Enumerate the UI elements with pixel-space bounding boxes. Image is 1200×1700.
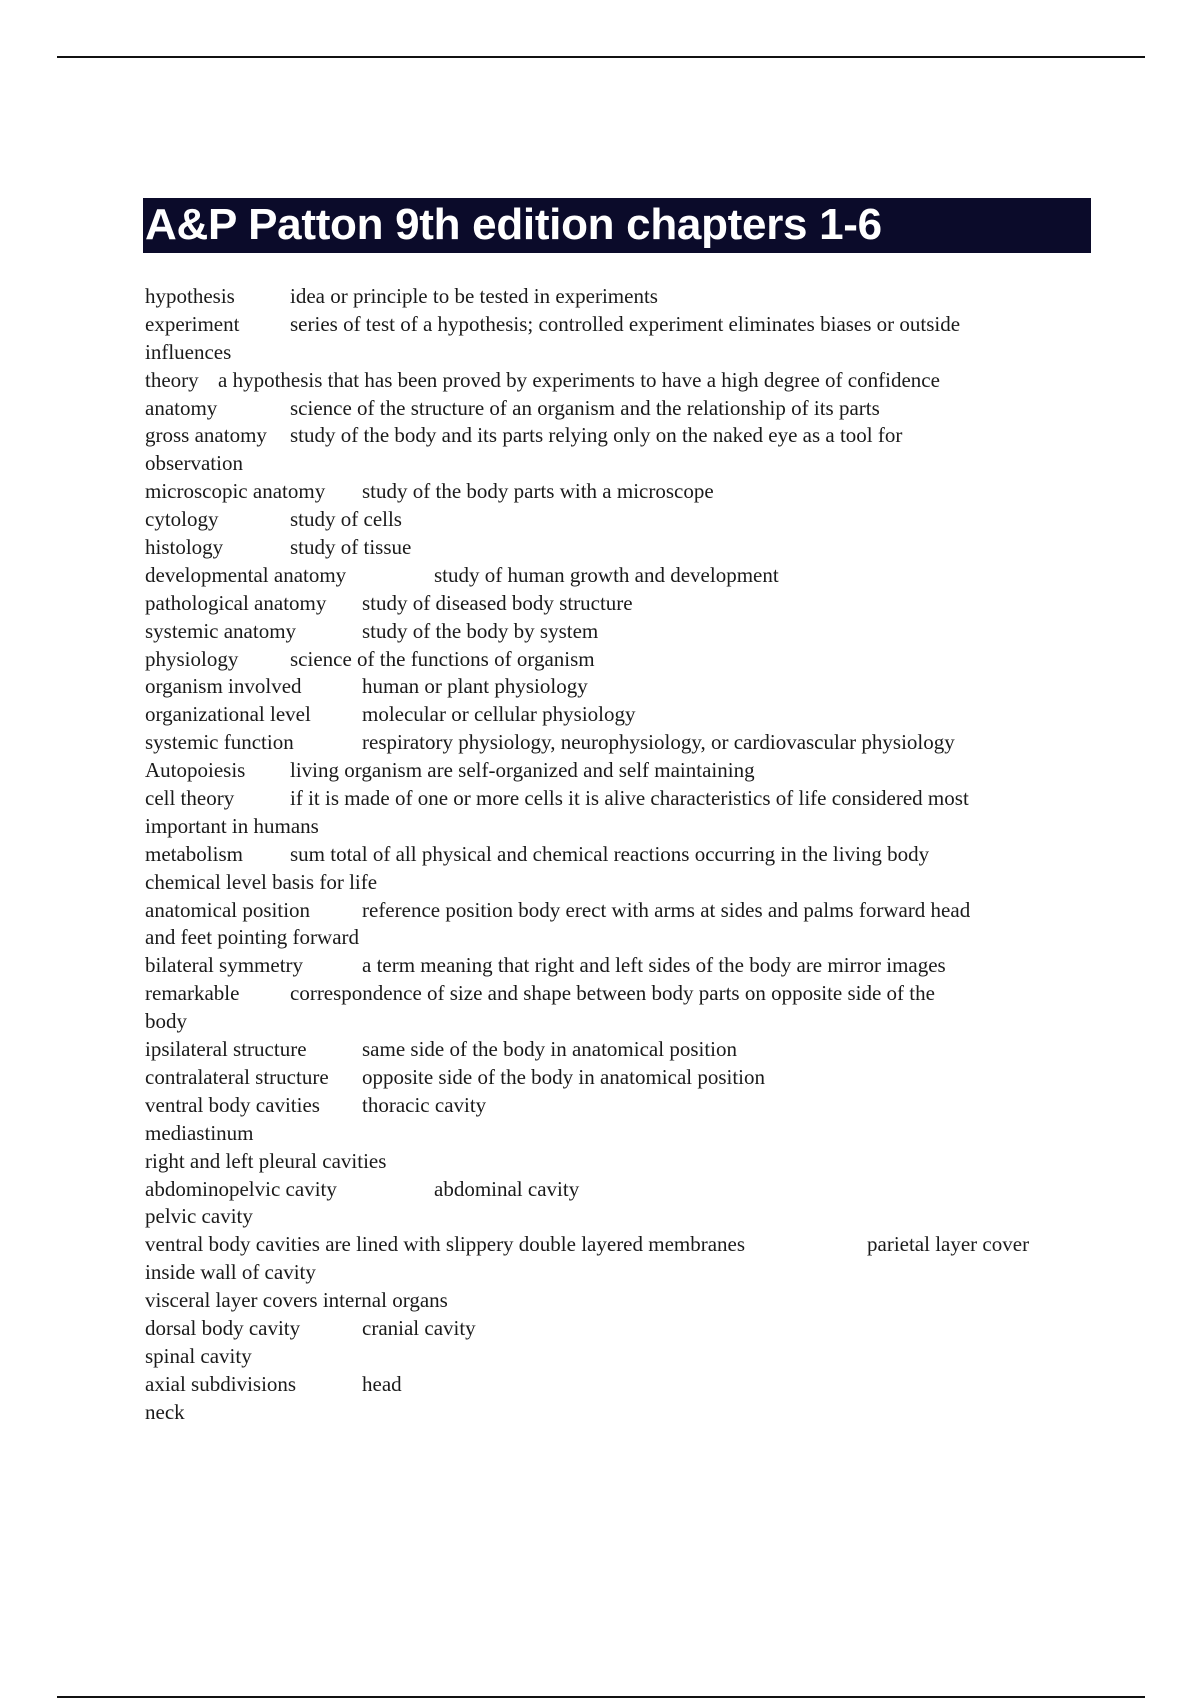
- glossary-line: [145, 897, 1105, 925]
- glossary-line: [145, 673, 1105, 701]
- glossary-body: [145, 283, 1105, 1427]
- glossary-line: [145, 980, 1105, 1008]
- glossary-line: [145, 841, 1105, 869]
- title-banner: [143, 198, 1091, 253]
- glossary-term: mediastinum: [145, 1120, 254, 1145]
- glossary-term: axial subdivisions: [145, 1371, 297, 1396]
- glossary-line: [145, 562, 1105, 590]
- glossary-term: organism involved: [145, 674, 302, 699]
- glossary-term: anatomy: [145, 395, 218, 420]
- glossary-definition: molecular or cellular physiology: [362, 702, 636, 727]
- glossary-term: body: [145, 1009, 187, 1034]
- glossary-term: systemic anatomy: [145, 618, 297, 643]
- glossary-term: gross anatomy: [145, 423, 267, 448]
- glossary-term: and feet pointing forward: [145, 925, 360, 950]
- glossary-definition: correspondence of size and shape between body parts on opposite side of the: [290, 981, 935, 1006]
- glossary-term: microscopic anatomy: [145, 479, 326, 504]
- glossary-definition: study of the body by system: [362, 618, 599, 643]
- glossary-line: [145, 1176, 1105, 1204]
- glossary-definition: if it is made of one or more cells it is alive characteristics of life considered most: [290, 786, 969, 811]
- glossary-definition: sum total of all physical and chemical reactions occurring in the living body: [290, 841, 930, 866]
- glossary-term: observation: [145, 451, 243, 476]
- glossary-line: [145, 311, 1105, 339]
- glossary-definition: study of the body parts with a microscope: [362, 479, 714, 504]
- glossary-definition: study of cells: [290, 507, 402, 532]
- glossary-line: [145, 813, 1105, 841]
- glossary-definition: abdominal cavity: [434, 1176, 580, 1201]
- glossary-term: important in humans: [145, 813, 319, 838]
- glossary-line: [145, 952, 1105, 980]
- glossary-definition: head: [362, 1371, 402, 1396]
- glossary-line: [145, 367, 1105, 395]
- glossary-term: Autopoiesis: [145, 758, 246, 783]
- glossary-line: [145, 1231, 1105, 1259]
- glossary-term: experiment: [145, 311, 240, 336]
- glossary-line: [145, 590, 1105, 618]
- glossary-term: pathological anatomy: [145, 590, 327, 615]
- glossary-term: metabolism: [145, 841, 243, 866]
- glossary-line: [145, 1315, 1105, 1343]
- glossary-line: [145, 339, 1105, 367]
- glossary-line: [145, 1203, 1105, 1231]
- glossary-line: [145, 395, 1105, 423]
- glossary-definition: respiratory physiology, neurophysiology, or cardiovascular physiology: [362, 730, 955, 755]
- glossary-term: theory: [145, 367, 199, 392]
- glossary-term: histology: [145, 535, 224, 560]
- glossary-term: developmental anatomy: [145, 562, 347, 587]
- glossary-term: contralateral structure: [145, 1064, 329, 1089]
- glossary-line: [145, 1092, 1105, 1120]
- glossary-term: chemical level basis for life: [145, 869, 378, 894]
- glossary-term: spinal cavity: [145, 1343, 252, 1368]
- glossary-term: abdominopelvic cavity: [145, 1176, 337, 1201]
- glossary-term: hypothesis: [145, 284, 235, 308]
- top-rule: [57, 56, 1145, 58]
- glossary-line: [145, 785, 1105, 813]
- glossary-definition: series of test of a hypothesis; controlled experiment eliminates biases or outside: [290, 311, 961, 336]
- glossary-line: [145, 478, 1105, 506]
- glossary-term: remarkable: [145, 981, 240, 1006]
- glossary-definition: parietal layer cover: [867, 1232, 1030, 1257]
- glossary-term: cytology: [145, 507, 219, 532]
- glossary-term: dorsal body cavity: [145, 1315, 301, 1340]
- glossary-term: influences: [145, 339, 232, 364]
- glossary-line: [145, 534, 1105, 562]
- glossary-definition: idea or principle to be tested in experiments: [290, 284, 658, 308]
- glossary-term: right and left pleural cavities: [145, 1148, 387, 1173]
- glossary-definition: reference position body erect with arms at sides and palms forward head: [362, 897, 971, 922]
- glossary-definition: cranial cavity: [362, 1315, 476, 1340]
- glossary-line: [145, 1399, 1105, 1427]
- glossary-line: [145, 1008, 1105, 1036]
- glossary-line: [145, 422, 1105, 450]
- glossary-term: neck: [145, 1399, 185, 1424]
- glossary-definition: living organism are self-organized and self maintaining: [290, 758, 755, 783]
- glossary-term: visceral layer covers internal organs: [145, 1288, 448, 1313]
- glossary-term: pelvic cavity: [145, 1204, 253, 1229]
- glossary-definition: science of the functions of organism: [290, 646, 595, 671]
- glossary-line: [145, 618, 1105, 646]
- glossary-definition: a term meaning that right and left sides of the body are mirror images: [362, 953, 946, 978]
- glossary-term: organizational level: [145, 702, 311, 727]
- glossary-line: [145, 1259, 1105, 1287]
- glossary-line: [145, 757, 1105, 785]
- glossary-line: [145, 1036, 1105, 1064]
- glossary-line: [145, 1343, 1105, 1371]
- glossary-line: [145, 701, 1105, 729]
- glossary-term: inside wall of cavity: [145, 1260, 316, 1285]
- glossary-line: [145, 283, 1105, 311]
- glossary-definition: opposite side of the body in anatomical position: [362, 1064, 766, 1089]
- glossary-line: [145, 506, 1105, 534]
- glossary-definition: study of the body and its parts relying only on the naked eye as a tool for: [290, 423, 903, 448]
- document-title: A&P Patton 9th edition chapters 1-6: [145, 200, 882, 249]
- glossary-definition: thoracic cavity: [362, 1092, 487, 1117]
- glossary-definition: same side of the body in anatomical position: [362, 1037, 738, 1062]
- glossary-definition: study of diseased body structure: [362, 590, 633, 615]
- glossary-definition: science of the structure of an organism and the relationship of its parts: [290, 395, 880, 420]
- glossary-line: [145, 1120, 1105, 1148]
- glossary-definition: a hypothesis that has been proved by experiments to have a high degree of confidence: [218, 367, 940, 392]
- bottom-rule: [57, 1696, 1145, 1698]
- glossary-line: [145, 869, 1105, 897]
- glossary-term: cell theory: [145, 786, 235, 811]
- glossary-term: bilateral symmetry: [145, 953, 304, 978]
- glossary-line: [145, 729, 1105, 757]
- glossary-line: [145, 924, 1105, 952]
- glossary-line: [145, 1287, 1105, 1315]
- glossary-definition: study of tissue: [290, 535, 412, 560]
- glossary-term: anatomical position: [145, 897, 311, 922]
- glossary-line: [145, 1148, 1105, 1176]
- glossary-term: ipsilateral structure: [145, 1037, 307, 1062]
- glossary-definition: study of human growth and development: [434, 562, 779, 587]
- glossary-line: [145, 1371, 1105, 1399]
- glossary-term: ventral body cavities: [145, 1092, 320, 1117]
- glossary-term: physiology: [145, 646, 239, 671]
- glossary-term: ventral body cavities are lined with slippery double layered membranes: [145, 1232, 746, 1257]
- glossary-line: [145, 646, 1105, 674]
- glossary-line: [145, 450, 1105, 478]
- glossary-definition: human or plant physiology: [362, 674, 588, 699]
- glossary-line: [145, 1064, 1105, 1092]
- glossary-term: systemic function: [145, 730, 294, 755]
